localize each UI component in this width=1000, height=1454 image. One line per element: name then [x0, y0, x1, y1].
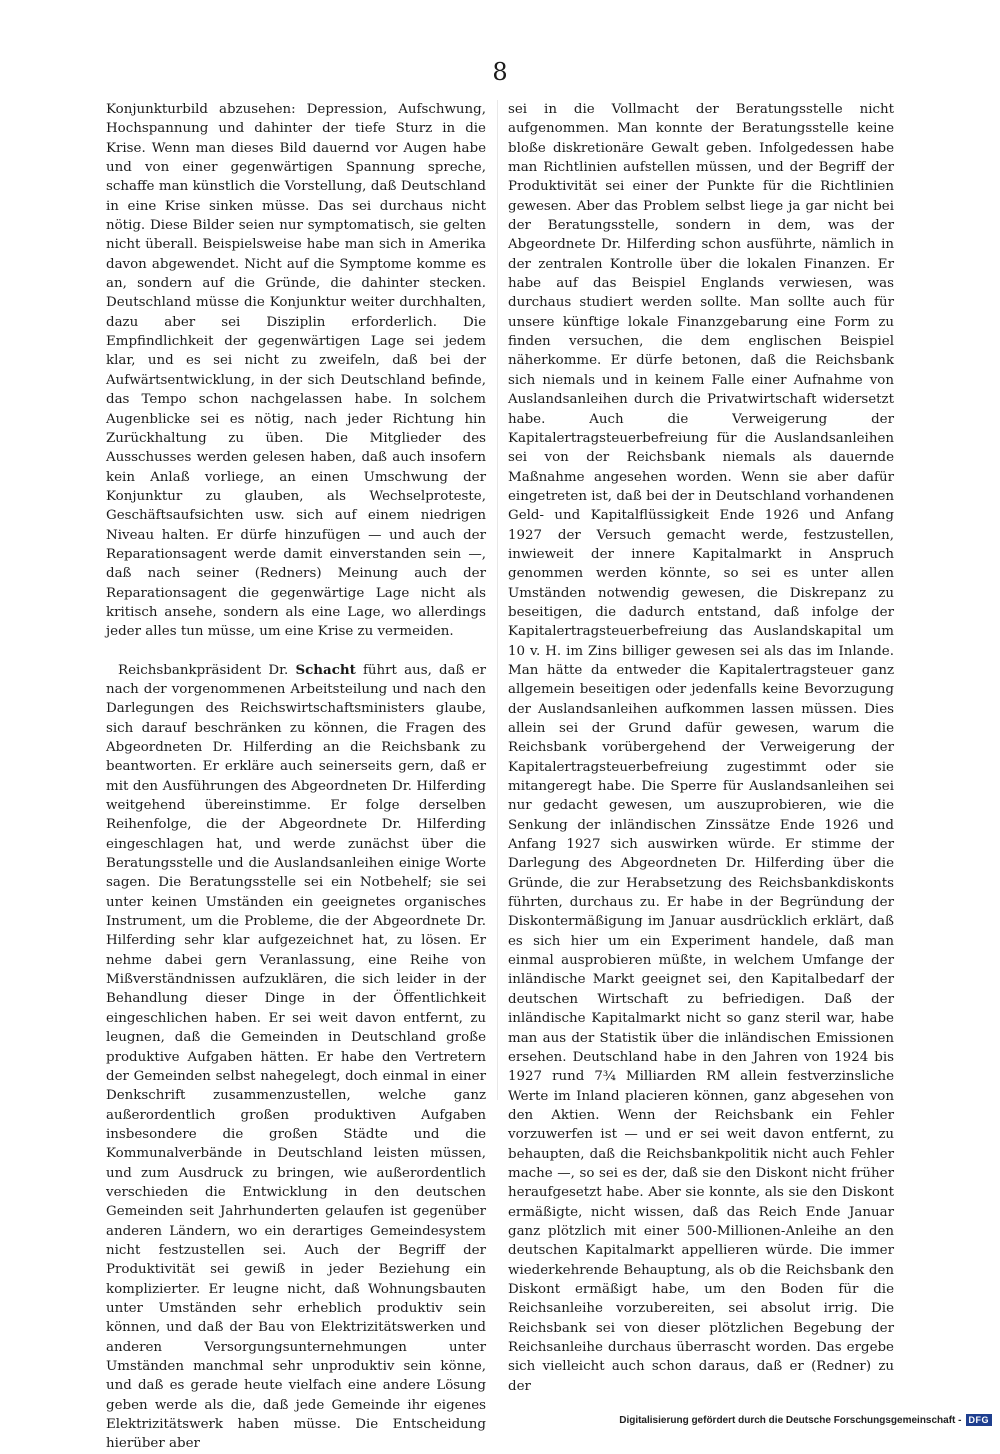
column-divider	[497, 100, 498, 1100]
left-paragraph-1: Konjunkturbild abzusehen: Depression, Aufschwung, Hochspannung und dahinter der tiefe Sturz in die Krise. Wenn man dieses Bild dauernd vor Augen habe und von einer gegenwärtigen Spannung spreche, schaffe man künstlich die Vorstellung, daß Deutschland in eine Krise sinken müsse. Das sei durchaus nicht nötig. Diese Bilder seien nur symptomatisch, sie gelten nicht überall. Beispielsweise habe man sich in Amerika davon abgewendet. Nicht auf die Symptome komme es an, sondern auf die Gründe, die dahinter stecken. Deutschland müsse die Konjunktur weiter durchhalten, dazu aber sei Disziplin erforderlich. Die Empfindlichkeit der gegenwärtigen Lage sei jedem klar, und es sei nicht zu zweifeln, daß bei der Aufwärtsentwicklung, in der sich Deutschland befinde, das Tempo schon nachgelassen habe. In solchem Augenblicke sei es nötig, nach jeder Richtung hin Zurückhaltung zu üben. Die Mitglieder des Ausschusses werden gelesen haben, daß auch insofern kein Anlaß vorliege, an einen Umschwung der Konjunktur zu glauben, als Wechselproteste, Geschäftsaufsichten usw. sich auf einem niedrigen Niveau halten. Er dürfe hinzufügen — und auch der Reparationsagent werde damit einverstanden sein —, daß nach seiner (Redners) Meinung auch der Reparationsagent die gegenwärtige Lage nicht als kritisch ansehe, sondern als eine Lage, wo allerdings jeder alles tun müsse, um eine Krise zu vermeiden.	[106, 102, 486, 640]
speaker-title: Reichsbankpräsident Dr.	[118, 662, 289, 678]
speaker-name: Schacht	[295, 661, 356, 678]
left-column	[106, 100, 486, 1454]
speech-text: führt aus, daß er nach der vorgenommenen Arbeitsteilung und nach den Darlegungen des Reichswirtschaftsministers glaube, sich darauf beschränken zu können, die Fragen des Abgeordneten Dr. Hilferding an die Reichsbank zu beantworten. Er erkläre auch seinerseits gern, daß er mit den Ausführungen des Abgeordneten Dr. Hilferding weitgehend übereinstimme. Er folge derselben Reihenfolge, die der Abgeordnete Dr. Hilferding eingeschlagen hat, und werde zunächst über die Beratungsstelle und die Auslandsanleihen einige Worte sagen. Die Beratungsstelle sei ein Notbehelf; sie sei unter keinen Umständen ein geeignetes organisches Instrument, um die Probleme, die der Abgeordnete Dr. Hilferding sehr klar aufgezeichnet hat, zu lösen. Er nehme dabei gern Veranlassung, eine Reihe von Mißverständnissen aufzuklären, die sich leider in der Behandlung dieser Dinge in der Öffentlichkeit eingeschlichen haben. Er sei weit davon entfernt, zu leugnen, daß die Gemeinden in Deutschland große produktive Aufgaben hätten. Er habe den Vertretern der Gemeinden selbst nahegelegt, doch einmal in einer Denkschrift zusammenzustellen, welche ganz außerordentlich großen produktiven Aufgaben insbesondere die großen Städte und die Kommunalverbände in Deutschland leisten müssen, und zum Ausdruck zu bringen, wie außerordentlich verschieden die Entwicklung in den deutschen Gemeinden seit Jahrhunderten gelaufen ist gegenüber anderen Ländern, wo ein derartiges Gemeindesystem nicht festzustellen sei. Auch der Begriff der Produktivität sei gewiß in jeder Beziehung ein komplizierter. Er leugne nicht, daß Wohnungsbauten unter Umständen sehr erheblich produktiv sein können, und daß der Bau von Elektrizitätswerken und anderen Versorgungsunternehmungen unter Umständen manchmal sehr unproduktiv sein könne, und daß es gerade heute vielfach eine andere Lösung geben werde als die, daß jede Gemeinde ihr eigenes Elektrizitätswerk haben müsse. Die Entscheidung hierüber aber	[106, 662, 486, 1452]
footer-text: Digitalisierung gefördert durch die Deutsche Forschungsgemeinschaft -	[619, 1414, 962, 1426]
footer-credit	[619, 1414, 992, 1426]
dfg-logo: DFG	[966, 1414, 993, 1426]
page-number: 8	[492, 58, 508, 86]
right-paragraph-1: sei in die Vollmacht der Beratungsstelle nicht aufgenommen. Man konnte der Beratungsstelle keine bloße diskretionäre Gewalt geben. Infolgedessen habe man Richtlinien aufstellen müssen, und der Begriff der Produktivität sei einer der Punkte für die Richtlinien gewesen. Aber das Problem selbst liege ja gar nicht bei der Beratungsstelle, sondern in dem, was der Abgeordnete Dr. Hilferding schon ausführte, nämlich in der zentralen Kontrolle über die lokalen Finanzen. Er habe auf das Beispiel Englands verwiesen, was durchaus studiert werden sollte. Man sollte auch für unsere künftige lokale Finanzgebarung eine Form zu finden versuchen, die dem englischen Beispiel näherkomme. Er dürfe betonen, daß die Reichsbank sich niemals und in keinem Falle einer Aufnahme von Auslandsanleihen durch die Privatwirtschaft widersetzt habe. Auch die Verweigerung der Kapitalertragsteuerbefreiung für die Auslandsanleihen sei von der Reichsbank niemals als dauernde Maßnahme angesehen worden. Wenn sie aber dafür eingetreten ist, daß bei der in Deutschland vorhandenen Geld- und Kapitalflüssigkeit Ende 1926 und Anfang 1927 der Versuch gemacht werde, festzustellen, inwieweit der innere Kapitalmarkt in Anspruch genommen werden könnte, so sei es unter allen Umständen notwendig gewesen, die Diskrepanz zu beseitigen, die dadurch entstand, daß infolge der Kapitalertragsteuerbefreiung das Auslandskapital um 10 v. H. im Zins billiger gewesen sei als das im Inlande. Man hätte da entweder die Kapitalertragsteuer ganz allgemein beseitigen oder jedenfalls keine Bevorzugung der Auslandsanleihen aufkommen lassen müssen. Dies allein sei der Grund dafür gewesen, warum die Reichsbank vorübergehend der Verweigerung der Kapitalertragsteuerbefreiung zugestimmt oder sie mitangeregt habe. Die Sperre für Auslandsanleihen sei nur gedacht gewesen, um auszuprobieren, wie die Senkung der inländischen Zinssätze Ende 1926 und Anfang 1927 sich auswirken würde. Er stimme der Darlegung des Abgeordneten Dr. Hilferding über die Gründe, die zur Herabsetzung des Reichsbankdiskonts führten, durchaus zu. Er habe in der Begründung der Diskontermäßigung im Januar ausdrücklich erklärt, daß es sich hier um ein Experiment handele, daß man einmal ausprobieren müßte, in welchem Umfange der inländische Markt geeignet sei, den Kapitalbedarf der deutschen Wirtschaft zu befriedigen. Daß der inländische Kapitalmarkt nicht so ganz steril war, habe man aus der Statistik über die inländischen Emissionen ersehen. Deutschland habe in den Jahren von 1924 bis 1927 rund 7¾ Milliarden RM allein festverzinsliche Werte im Inland placieren können, ganz abgesehen von den Aktien. Wenn der Reichsbank ein Fehler vorzuwerfen ist — und er sei weit davon entfernt, zu behaupten, daß die Reichsbankpolitik nicht auch Fehler mache —, so sei es der, daß sie den Diskont nicht früher heraufgesetzt habe. Aber sie konnte, als sie den Diskont ermäßigte, nicht wissen, daß das Reich Ende Januar ganz plötzlich mit einer 500-Millionen-Anleihe an den deutschen Kapitalmarkt appellieren würde. Die immer wiederkehrende Behauptung, als ob die Reichsbank den Diskont ermäßigt habe, um den Boden für die Reichsanleihe vorzubereiten, sei absolut irrig. Die Reichsbank sei von dieser plötzlichen Begebung der Reichsanleihe durchaus überrascht worden. Das ergebe sich vielleicht auch schon daraus, daß er (Redner) zu der	[508, 102, 894, 1394]
left-paragraph-2	[106, 661, 486, 1454]
right-column	[508, 100, 894, 1396]
